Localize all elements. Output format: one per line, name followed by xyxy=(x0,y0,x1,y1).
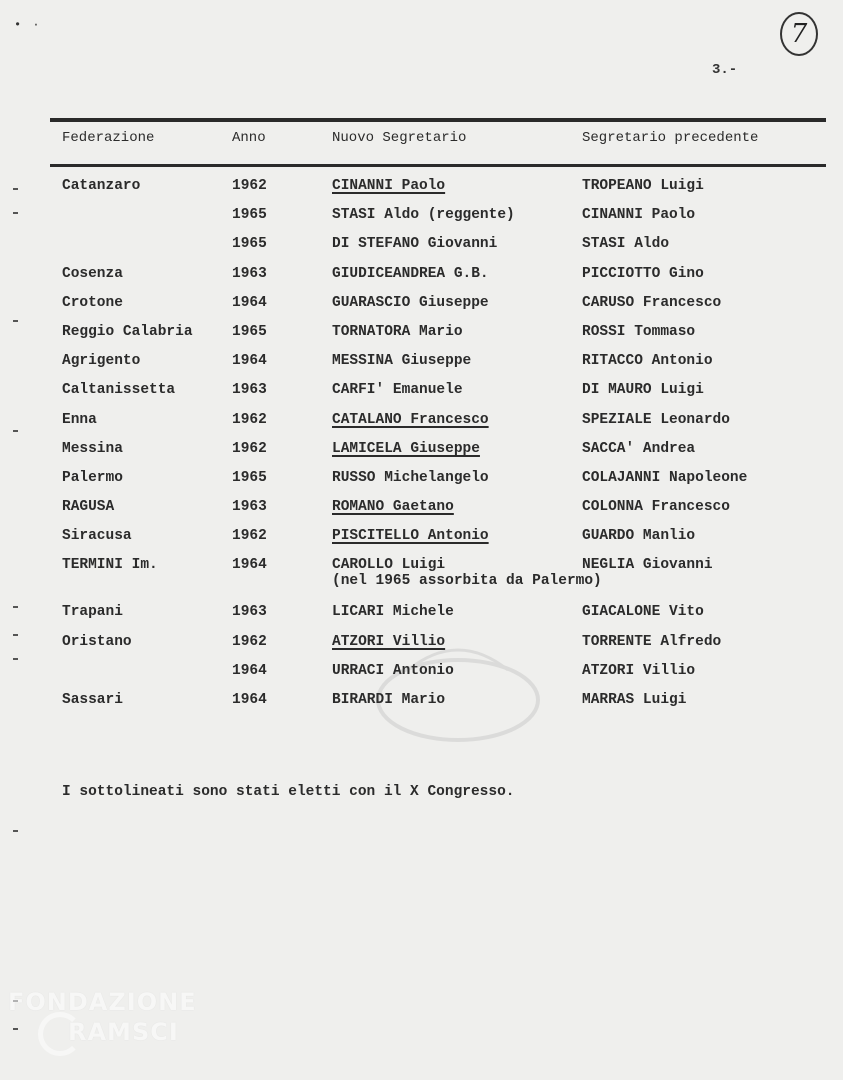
cell-federazione: Oristano xyxy=(62,633,132,650)
cell-nuovo-segretario: BIRARDI Mario xyxy=(332,692,446,708)
cell-anno: 1962 xyxy=(232,411,267,428)
cell-federazione: Sassari xyxy=(62,692,123,708)
cell-anno: 1964 xyxy=(232,662,267,679)
table-row xyxy=(0,207,843,236)
cell-segretario-precedente: SPEZIALE Leonardo xyxy=(582,411,730,428)
cell-nuovo-segretario: CARFI' Emanuele xyxy=(332,382,463,399)
table-row xyxy=(0,236,843,265)
table-header-rule xyxy=(50,164,826,167)
cell-anno: 1964 xyxy=(232,353,267,370)
table-row xyxy=(0,324,843,353)
cell-federazione: RAGUSA xyxy=(62,499,115,516)
cell-federazione: Agrigento xyxy=(62,353,141,370)
cell-segretario-precedente: TROPEANO Luigi xyxy=(582,178,704,194)
cell-anno: 1963 xyxy=(232,382,267,399)
cell-anno: 1964 xyxy=(232,557,267,574)
nuovo-segretario-name: CAROLLO Luigi xyxy=(332,557,446,574)
cell-segretario-precedente: DI MAURO Luigi xyxy=(582,382,704,399)
cell-nuovo-segretario: CATALANO Francesco xyxy=(332,411,489,428)
table-row xyxy=(0,178,843,207)
cell-anno: 1964 xyxy=(232,294,267,311)
cell-anno: 1965 xyxy=(232,236,267,253)
cell-federazione: Crotone xyxy=(62,294,123,311)
cell-segretario-precedente: COLAJANNI Napoleone xyxy=(582,469,748,486)
table-row xyxy=(0,353,843,382)
cell-segretario-precedente: CARUSO Francesco xyxy=(582,294,722,311)
table-row xyxy=(0,470,843,499)
page-marker: 3.- xyxy=(712,62,738,78)
cell-anno: 1963 xyxy=(232,265,267,282)
cell-segretario-precedente: MARRAS Luigi xyxy=(582,692,687,708)
cell-federazione: TERMINI Im. xyxy=(62,557,158,574)
cell-segretario-precedente: ATZORI Villio xyxy=(582,662,696,679)
cell-nuovo-segretario: MESSINA Giuseppe xyxy=(332,353,472,370)
header-nuovo-segretario: Nuovo Segretario xyxy=(332,130,467,146)
cell-nuovo-segretario: DI STEFANO Giovanni xyxy=(332,236,498,253)
cell-segretario-precedente: RITACCO Antonio xyxy=(582,353,713,370)
table-top-rule xyxy=(50,118,826,122)
cell-segretario-precedente: GUARDO Manlio xyxy=(582,528,696,545)
circled-page-number: 7 xyxy=(780,12,818,56)
cell-nuovo-segretario: ATZORI Villio xyxy=(332,633,446,650)
cell-anno: 1963 xyxy=(232,604,267,621)
cell-segretario-precedente: COLONNA Francesco xyxy=(582,499,730,516)
cell-anno: 1962 xyxy=(232,633,267,650)
table-row xyxy=(0,604,843,633)
cell-federazione: Caltanissetta xyxy=(62,382,176,399)
watermark-line1: FONDAZIONE xyxy=(8,988,197,1016)
cell-anno: 1965 xyxy=(232,323,267,340)
table-row xyxy=(0,528,843,557)
table-row xyxy=(0,441,843,470)
header-federazione: Federazione xyxy=(62,130,155,146)
cell-federazione: Cosenza xyxy=(62,265,123,282)
table-row xyxy=(0,499,843,528)
faint-stamp-graphic xyxy=(368,640,548,750)
table-row xyxy=(0,557,843,604)
cell-segretario-precedente: CINANNI Paolo xyxy=(582,207,696,224)
cell-segretario-precedente: SACCA' Andrea xyxy=(582,440,696,457)
cell-federazione: Siracusa xyxy=(62,528,132,545)
cell-anno: 1963 xyxy=(232,499,267,516)
cell-nuovo-segretario: PISCITELLO Antonio xyxy=(332,528,489,545)
cell-segretario-precedente: TORRENTE Alfredo xyxy=(582,633,722,650)
header-anno: Anno xyxy=(232,130,266,146)
cell-federazione: Catanzaro xyxy=(62,178,141,194)
cell-nuovo-segretario: GIUDICEANDREA G.B. xyxy=(332,265,489,282)
table-row xyxy=(0,412,843,441)
cell-segretario-precedente: STASI Aldo xyxy=(582,236,670,253)
cell-nuovo-segretario: ROMANO Gaetano xyxy=(332,499,454,516)
scan-corner-dots: • · xyxy=(14,18,42,32)
cell-segretario-precedente: ROSSI Tommaso xyxy=(582,323,696,340)
cell-nuovo-segretario: GUARASCIO Giuseppe xyxy=(332,294,489,311)
cell-anno: 1964 xyxy=(232,692,267,708)
cell-nuovo-segretario: RUSSO Michelangelo xyxy=(332,469,489,486)
watermark-line2: RAMSCI xyxy=(68,1018,179,1046)
cell-anno: 1962 xyxy=(232,178,267,194)
cell-anno: 1965 xyxy=(232,207,267,224)
cell-federazione: Palermo xyxy=(62,469,123,486)
cell-anno: 1962 xyxy=(232,528,267,545)
cell-federazione: Enna xyxy=(62,411,97,428)
cell-nuovo-segretario: CINANNI Paolo xyxy=(332,178,446,194)
table-row xyxy=(0,266,843,295)
cell-anno: 1962 xyxy=(232,440,267,457)
footnote: I sottolineati sono stati eletti con il X Congresso. xyxy=(62,784,515,800)
cell-anno: 1965 xyxy=(232,469,267,486)
cell-federazione: Trapani xyxy=(62,604,123,621)
cell-federazione: Messina xyxy=(62,440,123,457)
nuovo-segretario-note: (nel 1965 assorbita da Palermo) xyxy=(332,573,602,590)
cell-nuovo-segretario: LICARI Michele xyxy=(332,604,454,621)
cell-nuovo-segretario: TORNATORA Mario xyxy=(332,323,463,340)
cell-federazione: Reggio Calabria xyxy=(62,323,193,340)
cell-segretario-precedente: PICCIOTTO Gino xyxy=(582,265,704,282)
cell-nuovo-segretario: URRACI Antonio xyxy=(332,662,454,679)
cell-nuovo-segretario: STASI Aldo (reggente) xyxy=(332,207,515,224)
cell-segretario-precedente: GIACALONE Vito xyxy=(582,604,704,621)
table-row xyxy=(0,382,843,411)
table-header xyxy=(0,130,843,150)
table-row xyxy=(0,295,843,324)
cell-segretario-precedente: NEGLIA Giovanni xyxy=(582,557,713,574)
cell-nuovo-segretario xyxy=(332,557,602,589)
cell-nuovo-segretario: LAMICELA Giuseppe xyxy=(332,440,480,457)
header-segretario-precedente: Segretario precedente xyxy=(582,130,759,146)
fondazione-gramsci-watermark xyxy=(8,988,218,1058)
